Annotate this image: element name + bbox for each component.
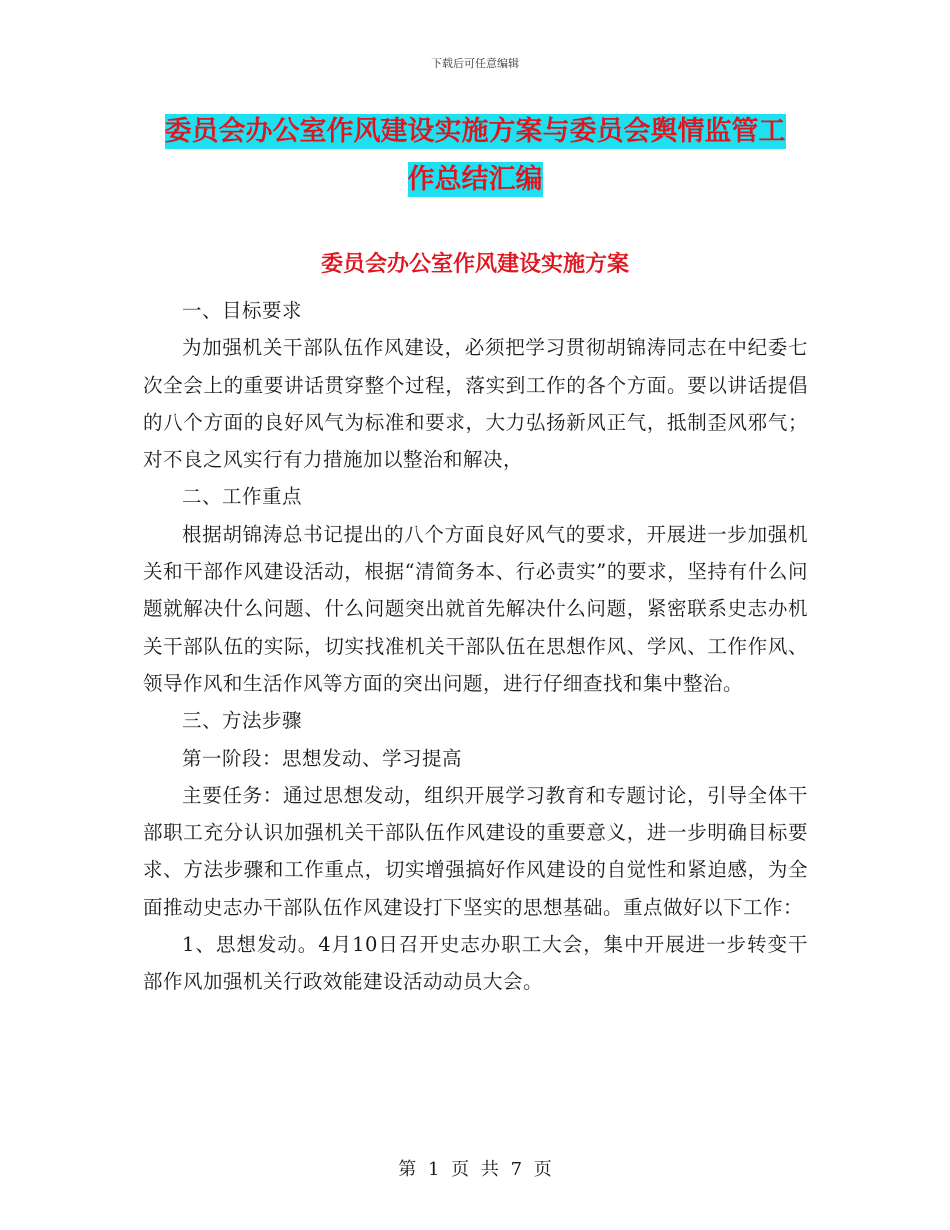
heading-focus: 二、工作重点: [182, 485, 303, 509]
heading-methods: 三、方法步骤: [182, 709, 303, 733]
paragraph: 主要任务：通过思想发动，组织开展学习教育和专题讨论，引导全体干部职工充分认识加强机关干部队伍作风建设的重要意义，进一步明确目标要求、方法步骤和工作重点，切实增强搞好作风建设的自觉性和紧迫感，为全面推动史志办干部队伍作风建设打下坚实的思想基础。重点做好以下工作：: [143, 783, 808, 919]
title-line-1: 委员会办公室作风建设实施方案与委员会舆情监管工: [164, 116, 786, 147]
page-footer: 第 1 页 共 7 页: [398, 1159, 552, 1180]
heading-goals: 一、目标要求: [182, 299, 303, 322]
document-title: [140, 108, 810, 204]
paragraph: 为加强机关干部队伍作风建设，必须把学习贯彻胡锦涛同志在中纪委七次全会上的重要讲话贯穿整个过程，落实到工作的各个方面。要以讲话提倡的八个方面的良好风气为标准和要求，大力弘扬新风正气，抵制歪风邪气；对不良之风实行有力措施加以整治和解决，: [143, 336, 808, 472]
paragraph: 1、思想发动。4月10日召开史志办职工大会，集中开展进一步转变干部作风加强机关行政效能建设活动动员大会。: [143, 933, 808, 994]
paragraph: 根据胡锦涛总书记提出的八个方面良好风气的要求，开展进一步加强机关和干部作风建设活动，根据“清简务本、行必责实”的要求，坚持有什么问题就解决什么问题、什么问题突出就首先解决什么问题，紧密联系史志办机关干部队伍的实际，切实找准机关干部队伍在思想作风、学风、工作作风、领导作风和生活作风等方面的突出问题，进行仔细查找和集中整治。: [143, 522, 808, 695]
header-note: 下载后可任意编辑: [431, 57, 519, 70]
document-body: [143, 292, 808, 1001]
stage-heading: 第一阶段：思想发动、学习提高: [182, 746, 463, 770]
section-title: 委员会办公室作风建设实施方案: [320, 252, 629, 277]
title-line-2: 作总结汇编: [407, 164, 543, 195]
